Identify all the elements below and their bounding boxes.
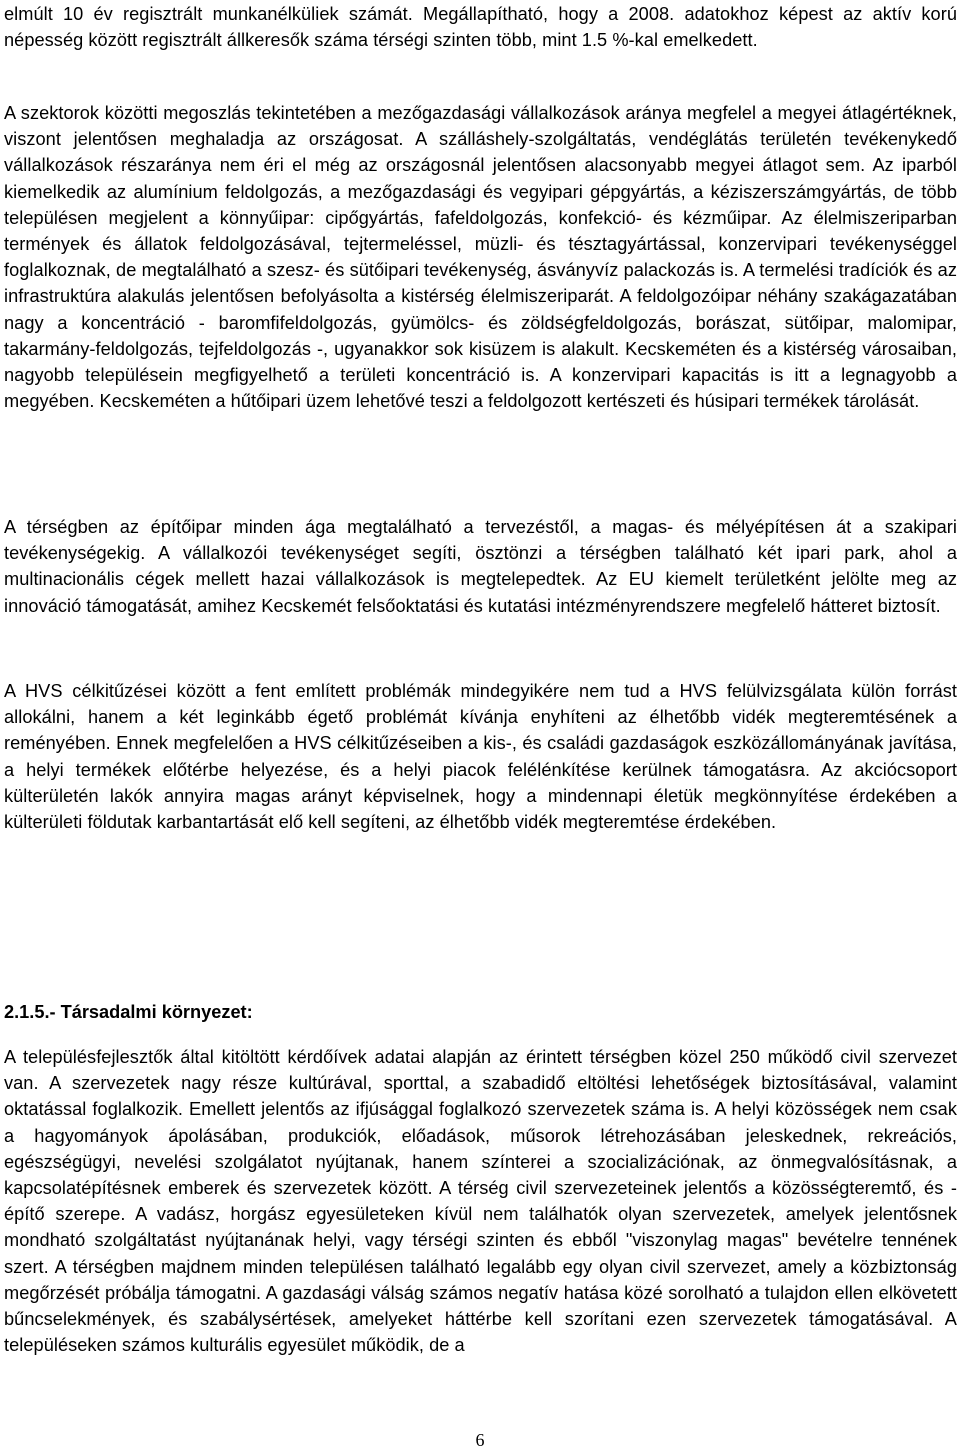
page-number: 6 (475, 1430, 485, 1450)
paragraph-hvs-objectives: A HVS célkitűzései között a fent említett problémák mindegyikére nem tud a HVS felülvizsgálata külön forrást allokálni, hanem a két leginkább égető problémát kívánja enyhíteni az élhetőbb vidék megteremtésének a reményében. Ennek megfelelően a HVS célkitűzéseiben a kis-, és családi gazdaságok eszközállományának javítása, a helyi termékek előtérbe helyezése, és a helyi piacok felélénkítése kerülnek támogatásra. Az akciócsoport külterületén lakók annyira magas arányt képviselnek, hogy a mindennapi életük megkönnyítése érdekében a külterületi földutak karbantartását elő kell segíteni, az élhetőbb vidék megteremtése érdekében. (4, 681, 957, 833)
paragraph-unemployment: elmúlt 10 év regisztrált munkanélküliek számát. Megállapítható, hogy a 2008. adatokhoz képest az aktív korú népesség között regisztrált állkeresők száma térségi szinten több, mint 1.5 %-kal emelkedett. (4, 4, 957, 51)
paragraph-construction-industry: A térségben az építőipar minden ága megtalálható a tervezéstől, a magas- és mélyépítésen át a szakipari tevékenységekig. A vállalkozói tevékenységet segíti, ösztönzi a térségben található két ipari park, ahol a multinacionális cégek mellett hazai vállalkozások is megtelepedtek. Az EU kiemelt területként jelölte meg az innováció támogatását, amihez Kecskemét felsőoktatási és kutatási intézményrendszere megfelelő hátteret biztosít. (4, 517, 957, 616)
document-page (4, 0, 957, 1456)
section-heading: 2.1.5.- Társadalmi környezet: (4, 1002, 253, 1022)
paragraph-civil-organizations: A településfejlesztők által kitöltött kérdőívek adatai alapján az érintett térségben közel 250 működő civil szervezet van. A szervezetek nagy része kultúrával, sporttal, a szabadidő eltöltési lehetőségek biztosításával, valamint oktatással foglalkozik. Emellett jelentős az ifjúsággal foglalkozó szervezetek száma is. A helyi közösségek nem csak a hagyományok ápolásában, produkciók, előadások, műsorok létrehozásában jeleskednek, rekreációs, egészségügyi, nevelési szolgálatot nyújtanak, hanem színterei a szocializációnak, az önmegvalósításnak, a kapcsolatépítésnek emberek és szervezetek között. A térség civil szervezeteinek jelentős a közösségteremtő, és - építő szerepe. A vadász, horgász egyesületeken kívül nem találhatók olyan szervezetek, amelyek jelentősnek mondható szolgáltatást nyújtanának helyi, vagy térségi szinten és ebből "viszonylag magas" bevételre tennének szert. A térségben majdnem minden településen található legalább egy olyan civil szervezet, amely a közbiztonság megőrzését próbálja támogatni. A gazdasági válság számos negatív hatása közé sorolható a tulajdon ellen elkövetett bűncselekmények, és szabálysértések, amelyeket háttérbe kell szorítani ezen szervezetek támogatásával. A településeken számos kulturális egyesület működik, de a (4, 1047, 957, 1356)
paragraph-sectors: A szektorok közötti megoszlás tekintetében a mezőgazdasági vállalkozások aránya megfelel a megyei átlagértéknek, viszont jelentősen meghaladja az országosat. A szálláshely-szolgáltatás, vendéglátás területén tevékenykedő vállalkozások részaránya nem éri el még az országosnál jelentősen alacsonyabb megyei átlagot sem. Az iparból kiemelkedik az alumínium feldolgozás, a mezőgazdasági és vegyipari gépgyártás, a kéziszerszámgyártás, de több településen megjelent a könnyűipar: cipőgyártás, fafeldolgozás, konfekció- és kézműipar. Az élelmiszeriparban termények és állatok feldolgozásával, tejtermeléssel, müzli- és tésztagyártással, konzervipari tevékenységgel foglalkoznak, de megtalálható a szesz- és sütőipari tevékenység, ásványvíz palackozás is. A termelési tradíciók és az infrastruktúra alakulás jelentősen befolyásolta a kistérség élelmiszeriparát. A feldolgozóipar néhány szakágazatában nagy a koncentráció - baromfifeldolgozás, gyümölcs- és zöldségfeldolgozás, borászat, sütőipar, malomipar, takarmány-feldolgozás, tejfeldolgozás -, ugyanakkor sok kisüzem is alakult. Kecskeméten és a kistérség városaiban, nagyobb településein megfigyelhető a területi koncentráció is. A konzervipari kapacitás is itt a legnagyobb a megyében. Kecskeméten a hűtőipari üzem lehetővé teszi a feldolgozott kertészeti és húsipari termékek tárolását. (4, 103, 957, 412)
